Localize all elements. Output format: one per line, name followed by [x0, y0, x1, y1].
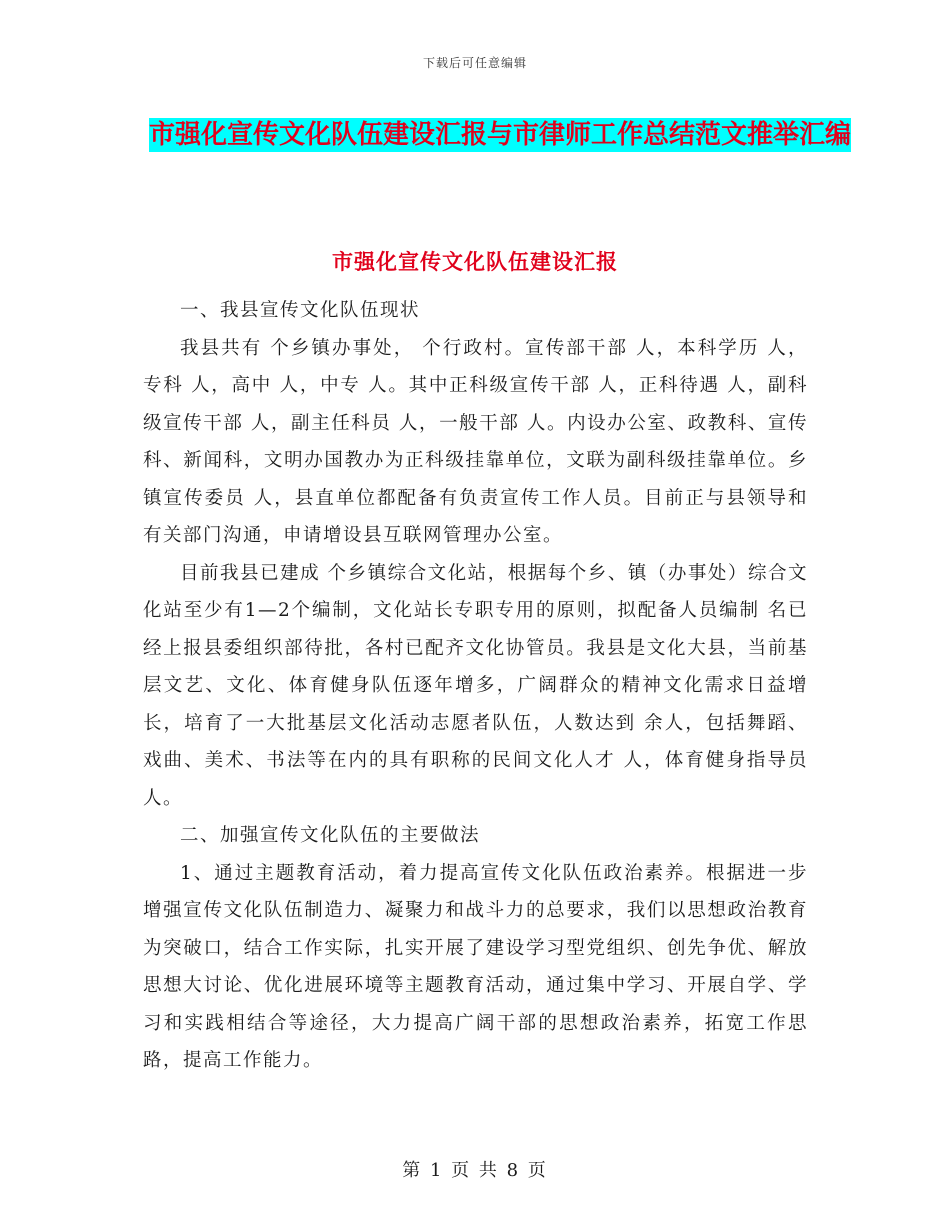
header-note: 下载后可任意编辑 — [422, 56, 527, 70]
paragraph-heading-1: 一、我县宣传文化队伍现状 — [180, 300, 421, 321]
paragraph-heading-2: 二、加强宣传文化队伍的主要做法 — [180, 825, 481, 846]
paragraph: 目前我县已建成 个乡镇综合文化站，根据每个乡、镇（办事处）综合文化站至少有1—2个编制，文化站长专职专用的原则，拟配备人员编制 名已经上报县委组织部待批，各村已配齐文化协管员。我县是文化大县，当前基层文艺、文化、体育健身队伍逐年增多，广阔群众的精神文化需求日益增长，培育了一大批基层文化活动志愿者队伍，人数达到 余人，包括舞蹈、戏曲、美术、书法等在内的具有职称的民间文化人才 人，体育健身指导员 人。 — [143, 562, 808, 809]
section-title: 市强化宣传文化队伍建设汇报 — [332, 250, 618, 274]
paragraph: 1、通过主题教育活动，着力提高宣传文化队伍政治素养。根据进一步增强宣传文化队伍制造力、凝聚力和战斗力的总要求，我们以思想政治教育为突破口，结合工作实际，扎实开展了建设学习型党组织、创先争优、解放思想大讨论、优化进展环境等主题教育活动，通过集中学习、开展自学、学习和实践相结合等途径，大力提高广阔干部的思想政治素养，拓宽工作思路，提高工作能力。 — [143, 862, 808, 1071]
paragraph: 我县共有 个乡镇办事处， 个行政村。宣传部干部 人，本科学历 人，专科 人，高中 人，中专 人。其中正科级宣传干部 人，正科待遇 人，副科级宣传干部 人，副主任科员 人，一般干部 人。内设办公室、政教科、宣传科、新闻科，文明办国教办为正科级挂靠单位，文联为副科级挂靠单位。乡镇宣传委员 人，县直单位都配备有负责宣传工作人员。目前正与县领导和有关部门沟通，申请增设县互联网管理办公室。 — [143, 337, 808, 546]
page-number: 第 1 页 共 8 页 — [402, 1160, 548, 1181]
document-body — [143, 292, 808, 1080]
document-title-text: 市强化宣传文化队伍建设汇报与市律师工作总结范文推举汇编 — [148, 120, 851, 150]
document-title — [140, 112, 860, 158]
